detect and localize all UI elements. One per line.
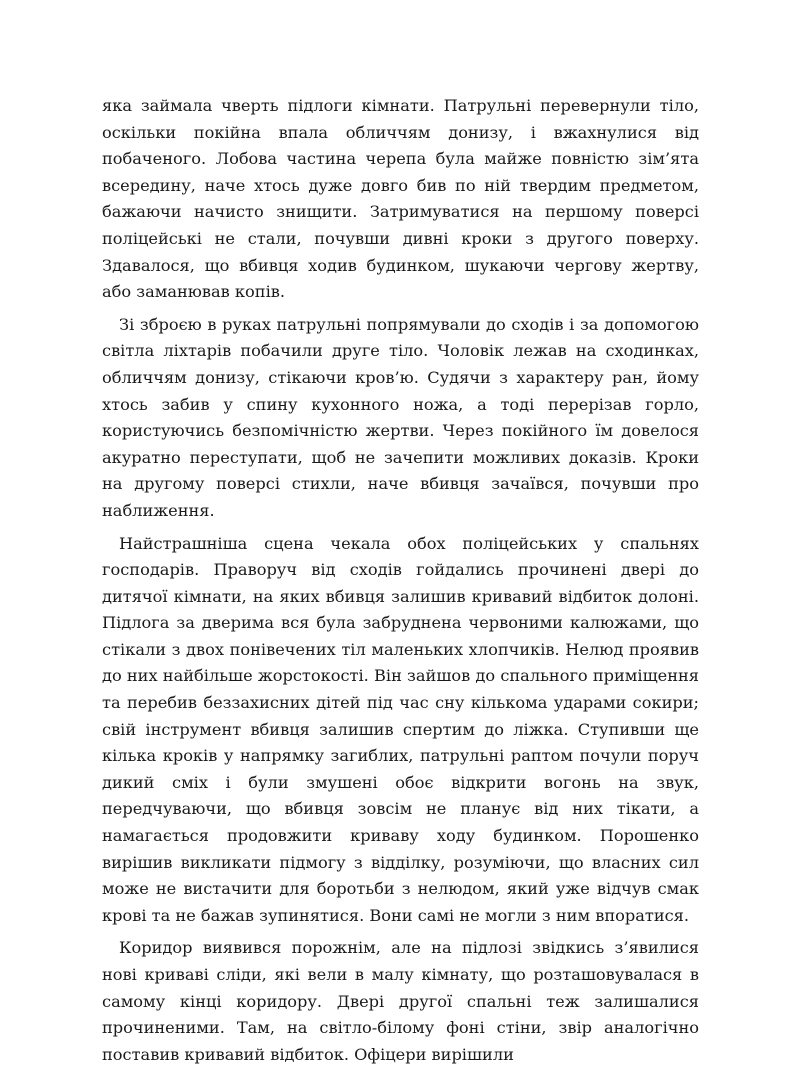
- paragraph-3: Найстрашніша сцена чекала обох поліцейських у спальнях господарів. Праворуч від сходів гойдались прочинені двері до дитячої кімнати, на яких вбивця залишив кривавий відбиток долоні. Підлога за дверима вся була забруднена червоними калюжами, що стікали з двох понівечених тіл маленьких хлопчиків. Нелюд проявив до них найбільше жорстокості. Він зайшов до спального приміщення та перебив беззахисних дітей під час сну кількома ударами сокири; свій інструмент вбивця залишив спертим до ліжка. Ступивши ще кілька кроків у напрямку загиблих, патрульні раптом почули поруч дикий сміх і були змушені обоє відкрити вогонь на звук, передчуваючи, що вбивця зовсім не планує від них тікати, а намагається продовжити криваву ходу будинком. Порошенко вирішив викликати підмогу з відділку, розуміючи, що власних сил може не вистачити для боротьби з нелюдом, який уже відчув смак крові та не бажав зупинятися. Вони самі не могли з ним впоратися.: [102, 533, 699, 925]
- paragraph-2: Зі зброєю в руках патрульні попрямували до сходів і за допомогою світла ліхтарів побачили друге тіло. Чоловік лежав на сходинках, обличчям донизу, стікаючи кров’ю. Судячи з характеру ран, йому хтось забив у спину кухонного ножа, а тоді перерізав горло, користуючись безпомічністю жертви. Через покійного їм довелося акуратно переступати, щоб не зачепити можливих доказів. Кроки на другому поверсі стихли, наче вбивця зачаївся, почувши про наближення.: [102, 314, 699, 520]
- paragraph-4: Коридор виявився порожнім, але на підлозі звідкись з’явилися нові криваві сліди, які вели в малу кімнату, що розташовувалася в самому кінці коридору. Двері другої спальні теж залишалися прочиненими. Там, на світло-білому фоні стіни, звір аналогічно поставив кривавий відбиток. Офіцери вирішили: [102, 938, 699, 1064]
- book-page: [102, 93, 699, 1074]
- paragraph-1: яка займала чверть підлоги кімнати. Патрульні перевернули тіло, оскільки покійна впала обличчям донизу, і вжахнулися від побаченого. Лобова частина черепа була майже повністю зім’ята всередину, наче хтось дуже довго бив по ній твердим предметом, бажаючи начисто знищити. Затримуватися на першому поверсі поліцейські не стали, почувши дивні кроки з другого поверху. Здавалося, що вбивця ходив будинком, шукаючи чергову жертву, або заманював копів.: [102, 96, 699, 302]
